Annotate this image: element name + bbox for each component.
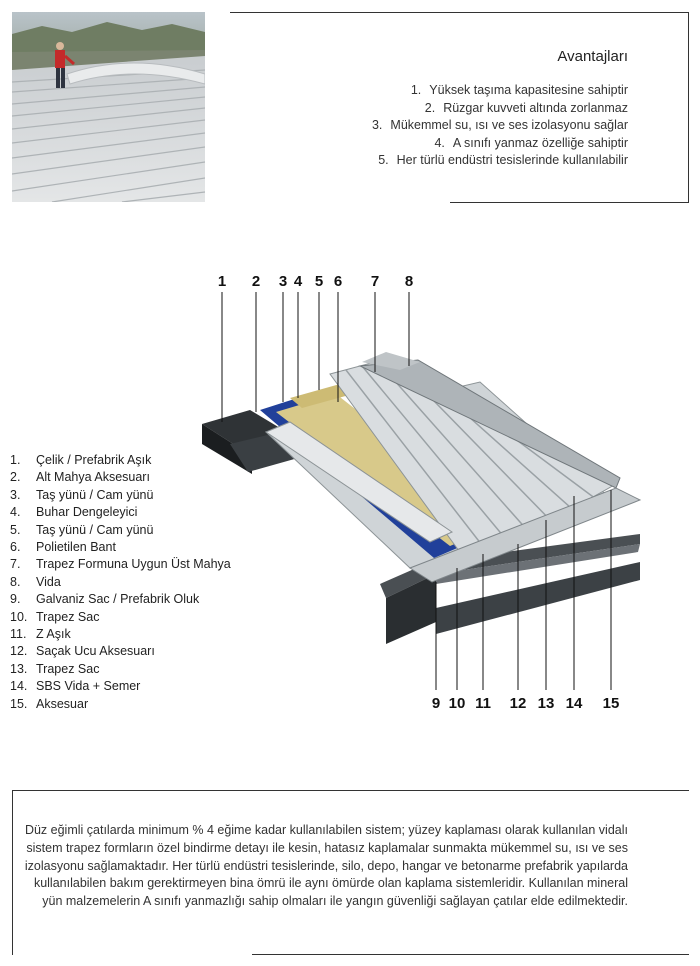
callout-3: 3 [278, 273, 288, 290]
legend-item: 8. Vida [10, 574, 61, 589]
advantages-list [372, 82, 628, 170]
callout-12: 12 [509, 695, 527, 712]
callout-6: 6 [333, 273, 343, 290]
legend-item: 14. SBS Vida + Semer [10, 679, 141, 694]
callout-13: 13 [537, 695, 555, 712]
advantage-item: 2. Rüzgar kuvveti altında zorlanmaz [424, 100, 628, 115]
legend-item: 15. Aksesuar [10, 696, 89, 711]
roof-installation-photo [12, 12, 205, 202]
legend-item: 1. Çelik / Prefabrik Aşık [10, 453, 152, 467]
component-legend [10, 452, 231, 713]
legend-item: 10. Trapez Sac [10, 609, 100, 624]
legend-item: 13. Trapez Sac [10, 661, 100, 676]
legend-item: 11. Z Aşık [10, 627, 71, 642]
callout-15: 15 [602, 695, 620, 712]
callout-1: 1 [217, 273, 227, 290]
callout-4: 4 [293, 273, 303, 290]
roof-system-diagram [180, 262, 650, 717]
legend-item: 9. Galvaniz Sac / Prefabrik Oluk [10, 592, 200, 607]
legend-item: 3. Taş yünü / Cam yünü [10, 487, 154, 502]
advantage-item: 5. Her türlü endüstri tesislerinde kullanılabilir [378, 153, 628, 167]
callout-2: 2 [251, 273, 261, 290]
legend-item: 2. Alt Mahya Aksesuarı [10, 470, 150, 485]
callout-14: 14 [565, 695, 583, 712]
advantage-item: 1. Yüksek taşıma kapasitesine sahiptir [410, 83, 628, 97]
description-frame-bottom-line [252, 954, 689, 955]
advantages-frame-bottom-line [450, 202, 689, 203]
advantage-item: 3. Mükemmel su, ısı ve ses izolasyonu sağlar [371, 118, 628, 132]
callout-8: 8 [404, 273, 414, 290]
advantages-title: Avantajları [557, 48, 628, 65]
callout-7: 7 [370, 273, 380, 290]
description-paragraph: Düz eğimli çatılarda minimum % 4 eğime kadar kullanılabilen sistem; yüzey kaplaması olarak kullanılan vidalı sistem trapez formların özel bindirme detayı ile kesin, hatasız kaplamalar sunmakta mükemmel su, ısı ve ses izolasyonu sağlamaktadır. Her türlü endüstri tesislerinde, silo, depo, hangar ve betonarme prefabrik yapılarda kullanılabilen bakım gerektirmeyen bina ömrü ile aynı ömürde olan kaplama sistemleridir. Kullanılan mineral yün malzemelerin A sınıfı yanmazlığı sahip olmaları ile yangın güvenliği sağlayan çatılar elde edilmektedir. [24, 823, 628, 909]
legend-item: 6. Polietilen Bant [10, 540, 116, 555]
callout-5: 5 [314, 273, 324, 290]
legend-item: 4. Buhar Dengeleyici [10, 505, 138, 520]
callout-10: 10 [448, 695, 466, 712]
legend-item: 7. Trapez Formuna Uygun Üst Mahya [10, 557, 231, 572]
roof-photo-illustration [12, 12, 205, 202]
advantage-item: 4. A sınıfı yanmaz özelliğe sahiptir [434, 135, 628, 150]
legend-item: 5. Taş yünü / Cam yünü [10, 522, 154, 537]
callout-11: 11 [475, 695, 491, 712]
callout-9: 9 [431, 695, 441, 712]
legend-item: 12. Saçak Ucu Aksesuarı [10, 644, 155, 659]
